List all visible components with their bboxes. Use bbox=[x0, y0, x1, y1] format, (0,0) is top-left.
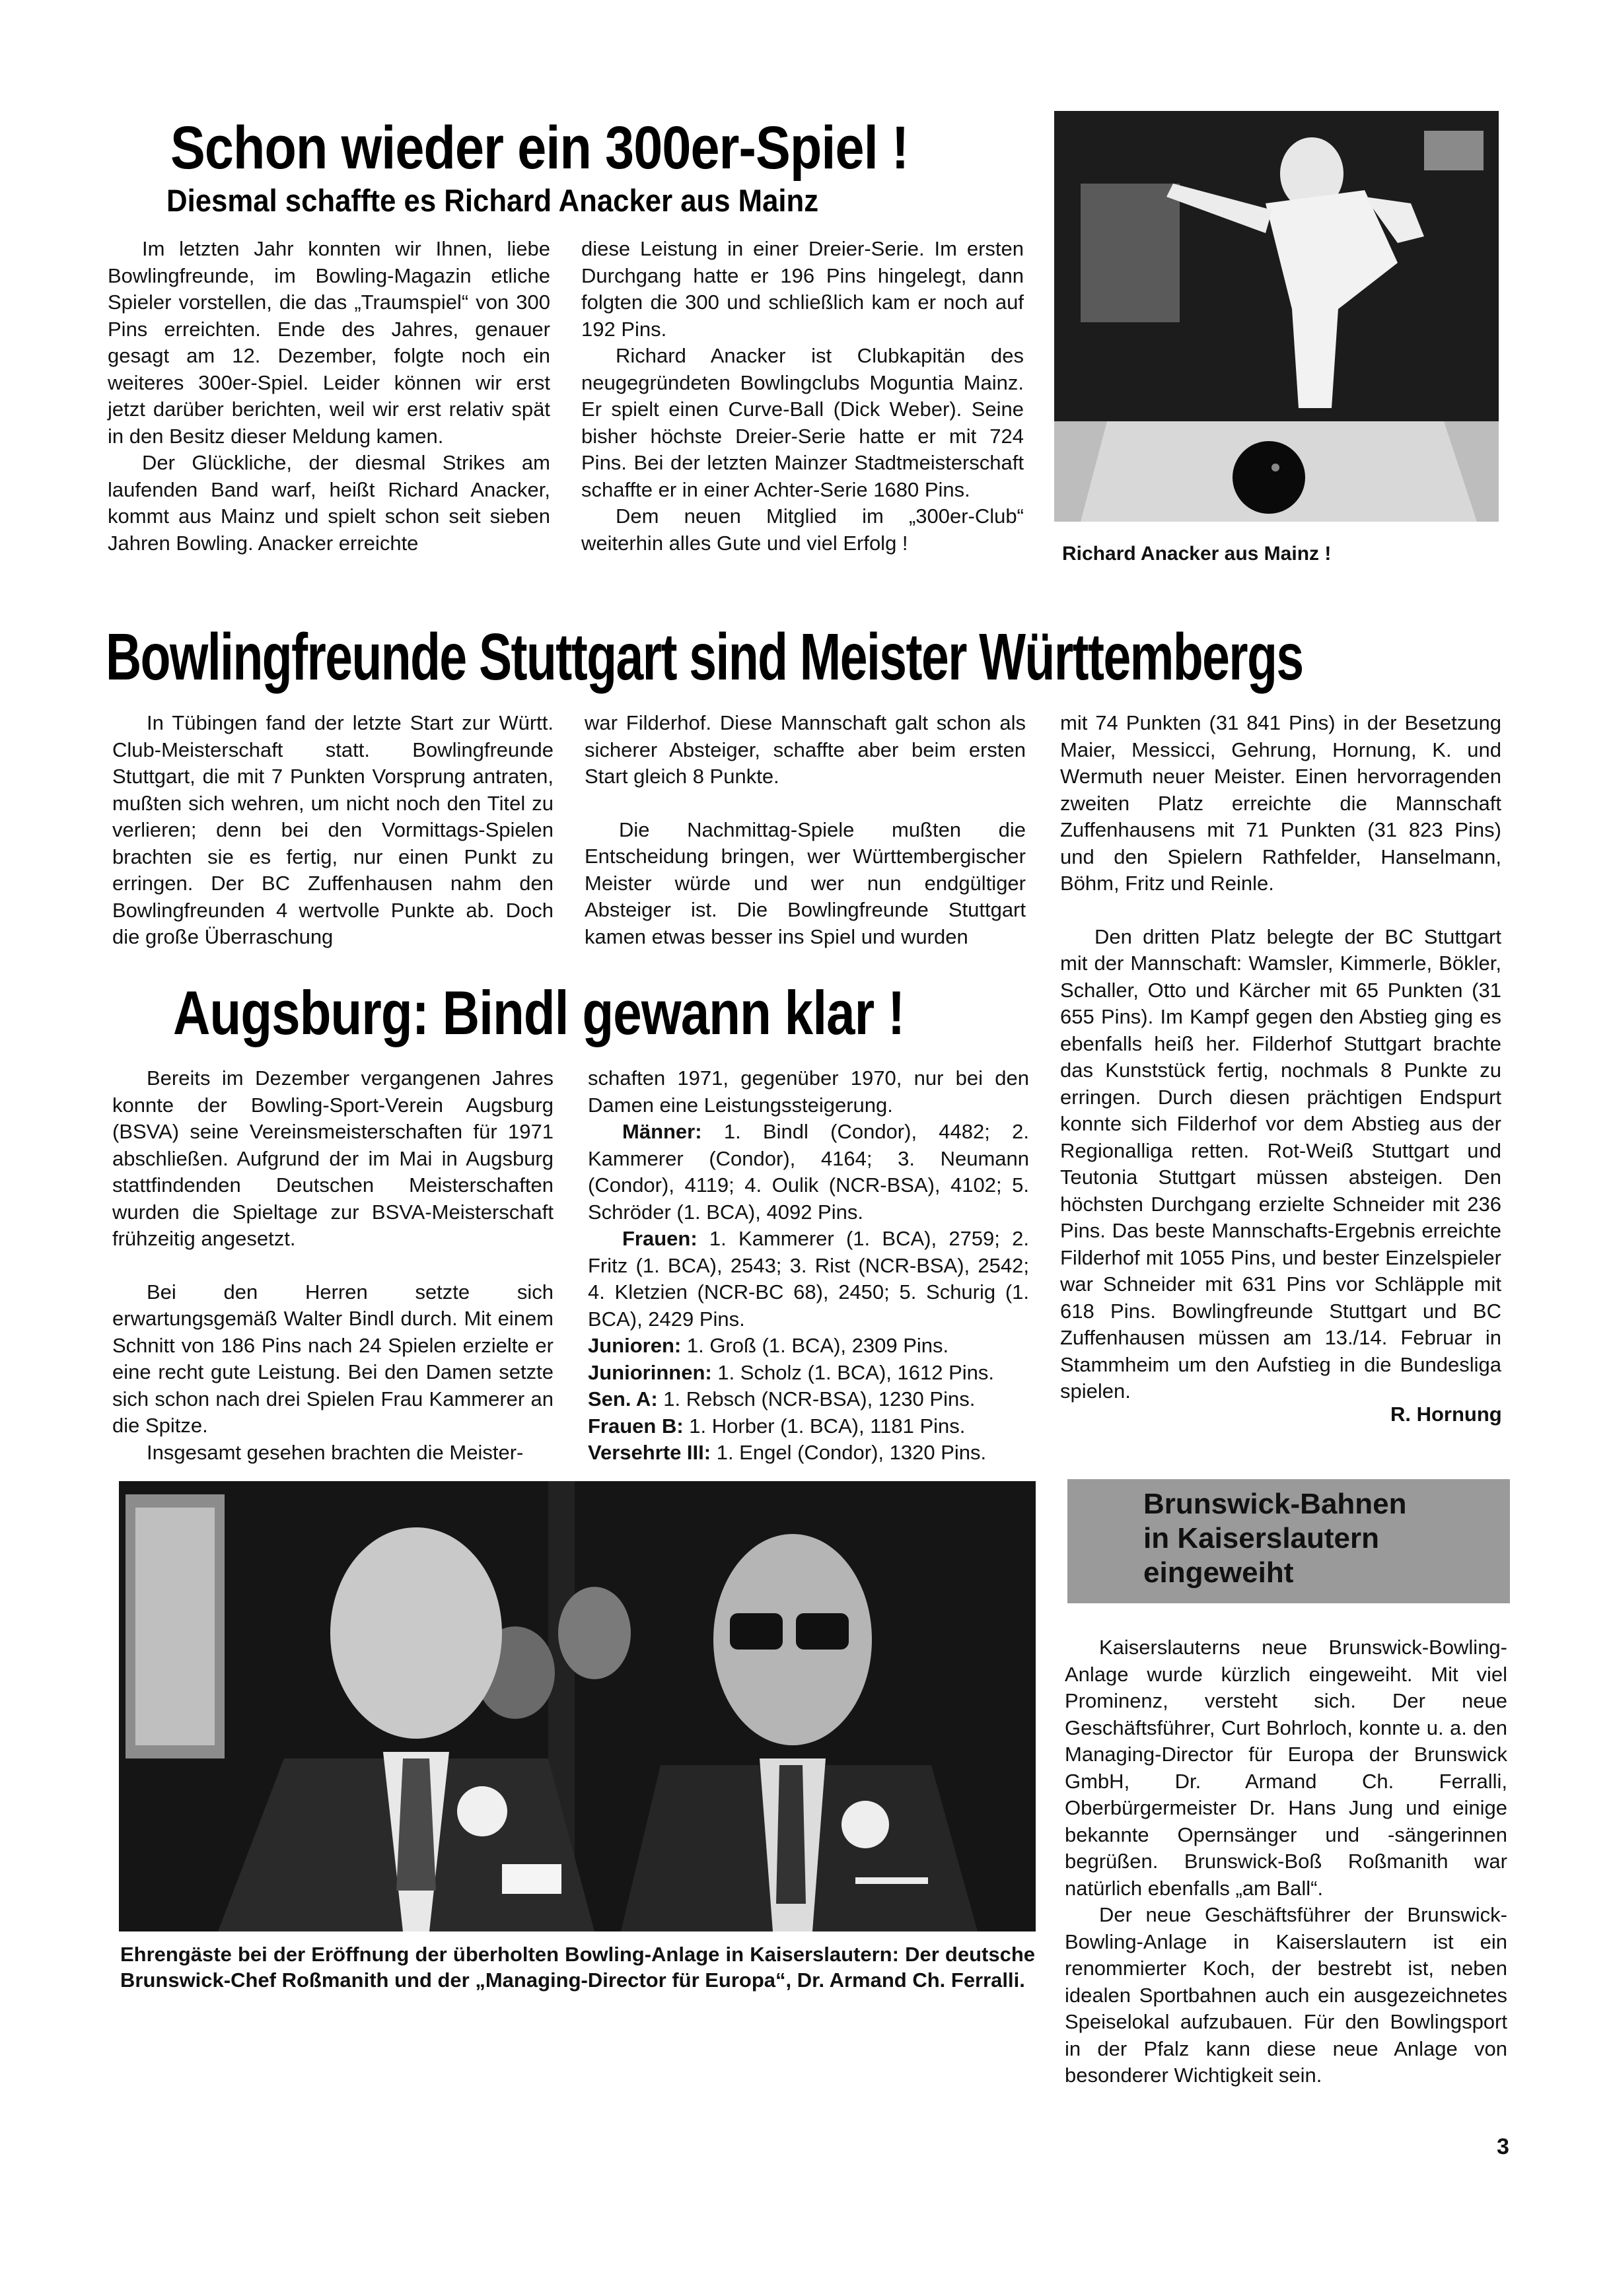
result-label: Juniorinnen: bbox=[588, 1360, 712, 1384]
result-text: 1. Engel (Condor), 1320 Pins. bbox=[711, 1441, 987, 1464]
box-headline-line: in Kaiserslautern bbox=[1143, 1522, 1380, 1554]
guests-photo-illustration bbox=[119, 1481, 1036, 1931]
paragraph: Den dritten Platz belegte der BC Stuttgart mit der Mannschaft: Wamsler, Kimmerle, Bökler, Schaller, Otto und Kärcher mit 65 Punkten (31 655 Pins). Im Kampf gegen den Abstieg ging es ebenfalls heiß her. Filderhof Stuttgart brachte das Kunststück fertig, nochmals 8 Punkte zu erringen. Durch diesen prächtigen Endspurt konnte sich Filderhof vor dem Abstieg aus der Regionalliga retten. Rot-Weiß Stuttgart und Teutonia Stuttgart müssen absteigen. Den höchsten Durchgang erzielte Schneider mit 236 Pins. Das beste Mannschafts-Ergebnis erreichte Filderhof mit 1055 Pins, und bester Einzelspieler war Schneider mit 631 Pins vor Schläpple mit 618 Pins. Bowlingfreunde Stuttgart und BC Zuffenhausen müssen am 13./14. Februar in Stammheim um den Aufstieg in die Bundesliga spielen. bbox=[1060, 924, 1501, 1403]
paragraph: Bei den Herren setzte sich erwartungsgemäß Walter Bindl durch. Mit einem Schnitt von 186 Pins nach 24 Spielen erzielte er eine recht gute Leistung. Bei den Damen setzte sich schon nach drei Spielen Frau Kammerer an die Spitze. bbox=[112, 1280, 554, 1437]
photo-richard-anacker-bowling bbox=[1054, 111, 1499, 522]
result-label: Sen. A: bbox=[588, 1387, 658, 1410]
paragraph: Dem neuen Mitglied im „300er-Club“ weiterhin alles Gute und viel Erfolg ! bbox=[581, 504, 1024, 555]
result-line bbox=[588, 1440, 1029, 1467]
photo-caption-anacker: Richard Anacker aus Mainz ! bbox=[1062, 543, 1332, 565]
paragraph: Die Nachmittag-Spiele mußten die Entscheidung bringen, wer Württembergischer Meister würde und wer nun endgültiger Absteiger ist. Die Bowlingfreunde Stuttgart kamen etwas besser ins Spiel und wurden bbox=[585, 818, 1026, 948]
result-line bbox=[588, 1413, 1029, 1440]
article3-column-2 bbox=[588, 1065, 1029, 1467]
article2-column-2 bbox=[585, 710, 1026, 950]
article2-column-1 bbox=[112, 710, 554, 951]
paragraph: Im letzten Jahr konnten wir Ihnen, liebe Bowlingfreunde, im Bowling-Magazin etliche Spieler vorstellen, die das „Traumspiel“ von 300 Pins erreichten. Ende des Jahres, genauer gesagt am 12. Dezember, folgte noch ein weiteres 300er-Spiel. Leider können wir erst jetzt darüber berichten, weil wir erst relativ spät in den Besitz dieser Meldung kamen. bbox=[108, 237, 550, 448]
result-label: Frauen: bbox=[622, 1227, 698, 1250]
paragraph: Der Glückliche, der diesmal Strikes am laufenden Band warf, heißt Richard Anacker, kommt aus Mainz und spielt schon seit sieben Jahren Bowling. Anacker erreichte bbox=[108, 451, 550, 555]
result-text: 1. Groß (1. BCA), 2309 Pins. bbox=[681, 1334, 949, 1357]
brunswick-headline-box bbox=[1067, 1479, 1510, 1603]
result-text: 1. Rebsch (NCR-BSA), 1230 Pins. bbox=[657, 1387, 976, 1410]
paragraph: Kaiserslauterns neue Brunswick-Bowling-Anlage wurde kürzlich eingeweiht. Mit viel Prominenz, versteht sich. Der neue Geschäftsführer, Curt Bohrloch, konnte u. a. den Managing-Director für Europa der Brunswick GmbH, Dr. Armand Ch. Ferralli, Oberbürgermeister Dr. Hans Jung und einige bekannte Opernsänger und -sängerinnen begrüßen. Brunswick-Boß Roßmanith war natürlich ebenfalls „am Ball“. bbox=[1065, 1636, 1507, 1900]
result-line bbox=[588, 1226, 1029, 1333]
article3-headline: Augsburg: Bindl gewann klar ! bbox=[173, 978, 905, 1047]
article1-headline: Schon wieder ein 300er-Spiel ! bbox=[170, 114, 909, 182]
result-text: 1. Scholz (1. BCA), 1612 Pins. bbox=[711, 1360, 995, 1384]
result-text: 1. Bindl (Condor), 4482; 2. Kammerer (Condor), 4164; 3. Neumann (Condor), 4119; 4. Oulik (NCR-BSA), 4102; 5. Schröder (1. BCA), 4092 Pins. bbox=[588, 1120, 1029, 1224]
result-line bbox=[588, 1360, 1029, 1387]
page-number: 3 bbox=[1497, 2134, 1509, 2159]
article3-column-1 bbox=[112, 1065, 554, 1466]
paragraph: Der neue Geschäftsführer der Brunswick-Bowling-Anlage in Kaiserslautern ist ein renommierter Koch, der bestrebt ist, neben idealen Sportbahnen auch ein ausgezeichnetes Speiselokal aufzubauen. Für den Bowlingsport in der Pfalz kann diese neue Anlage von besonderer Wichtigkeit sein. bbox=[1065, 1903, 1507, 2087]
brunswick-body bbox=[1065, 1634, 1507, 2089]
paragraph: Bereits im Dezember vergangenen Jahres konnte der Bowling-Sport-Verein Augsburg (BSVA) seine Vereinsmeisterschaften für 1971 abschließen. Aufgrund der im Mai in Augsburg stattfindenden Deutschen Meisterschaften wurden die Spieltage zur BSVA-Meisterschaft frühzeitig angesetzt. bbox=[112, 1066, 554, 1250]
photo-honored-guests bbox=[119, 1481, 1036, 1931]
result-line bbox=[588, 1119, 1029, 1226]
article1-column-1 bbox=[108, 236, 550, 557]
article1-subheadline: Diesmal schaffte es Richard Anacker aus Mainz bbox=[166, 183, 819, 218]
box-headline-line: Brunswick-Bahnen bbox=[1143, 1488, 1407, 1520]
article1-column-2 bbox=[581, 236, 1024, 557]
paragraph: war Filderhof. Diese Mannschaft galt schon als sicherer Absteiger, schaffte aber beim ersten Start gleich 8 Punkte. bbox=[585, 711, 1026, 788]
box-headline-line: eingeweiht bbox=[1143, 1556, 1294, 1589]
paragraph: In Tübingen fand der letzte Start zur Württ. Club-Meisterschaft statt. Bowlingfreunde Stuttgart, die mit 7 Punkten Vorsprung antraten, mußten sich wehren, um nicht noch den Titel zu verlieren; denn bei den Vormittags-Spielen brachten sie es fertig, nur einen Punkt zu erringen. Der BC Zuffenhausen nahm den Bowlingfreunden 4 wertvolle Punkte ab. Doch die große Überraschung bbox=[112, 711, 554, 948]
photo-caption-guests: Ehrengäste bei der Eröffnung der überholten Bowling-Anlage in Kaiserslautern: Der deutsche Brunswick-Chef Roßmanith und der „Managing-Director für Europa“, Dr. Armand Ch. Ferralli. bbox=[120, 1943, 1035, 1992]
article2-headline: Bowlingfreunde Stuttgart sind Meister Württembergs bbox=[106, 620, 1303, 694]
result-text: 1. Kammerer (1. BCA), 2759; 2. Fritz (1. BCA), 2543; 3. Rist (NCR-BSA), 2542; 4. Kletzien (NCR-BC 68), 2450; 5. Schurig (1. BCA), 2429 Pins. bbox=[588, 1227, 1029, 1331]
article2-column-3 bbox=[1060, 710, 1501, 1405]
paragraph: Richard Anacker ist Clubkapitän des neugegründeten Bowlingclubs Moguntia Mainz. Er spielt einen Curve-Ball (Dick Weber). Seine bisher höchste Dreier-Serie hatte er mit 724 Pins. Bei der letzten Mainzer Stadtmeisterschaft schaffte er in einer Achter-Serie 1680 Pins. bbox=[581, 344, 1024, 501]
paragraph: schaften 1971, gegenüber 1970, nur bei den Damen eine Leistungssteigerung. bbox=[588, 1066, 1029, 1117]
result-line bbox=[588, 1333, 1029, 1360]
paragraph: mit 74 Punkten (31 841 Pins) in der Besetzung Maier, Messicci, Gehrung, Hornung, K. und Wermuth neuer Meister. Einen hervorragenden zweiten Platz erreichte die Mannschaft Zuffenhausens mit 71 Punkten (31 823 Pins) und den Spielern Rathfelder, Hanselmann, Böhm, Fritz und Reinle. bbox=[1060, 711, 1501, 895]
article2-author: R. Hornung bbox=[1390, 1403, 1502, 1426]
bowler-photo-illustration bbox=[1054, 111, 1499, 522]
result-line bbox=[588, 1386, 1029, 1413]
result-text: 1. Horber (1. BCA), 1181 Pins. bbox=[683, 1414, 966, 1438]
result-label: Versehrte III: bbox=[588, 1441, 711, 1464]
paragraph: Insgesamt gesehen brachten die Meister- bbox=[147, 1440, 524, 1464]
result-label: Frauen B: bbox=[588, 1414, 684, 1438]
result-label: Junioren: bbox=[588, 1334, 682, 1357]
paragraph: diese Leistung in einer Dreier-Serie. Im ersten Durchgang hatte er 196 Pins hingelegt, dann folgten die 300 und schließlich kam er noch auf 192 Pins. bbox=[581, 237, 1024, 341]
result-label: Männer: bbox=[622, 1120, 702, 1143]
